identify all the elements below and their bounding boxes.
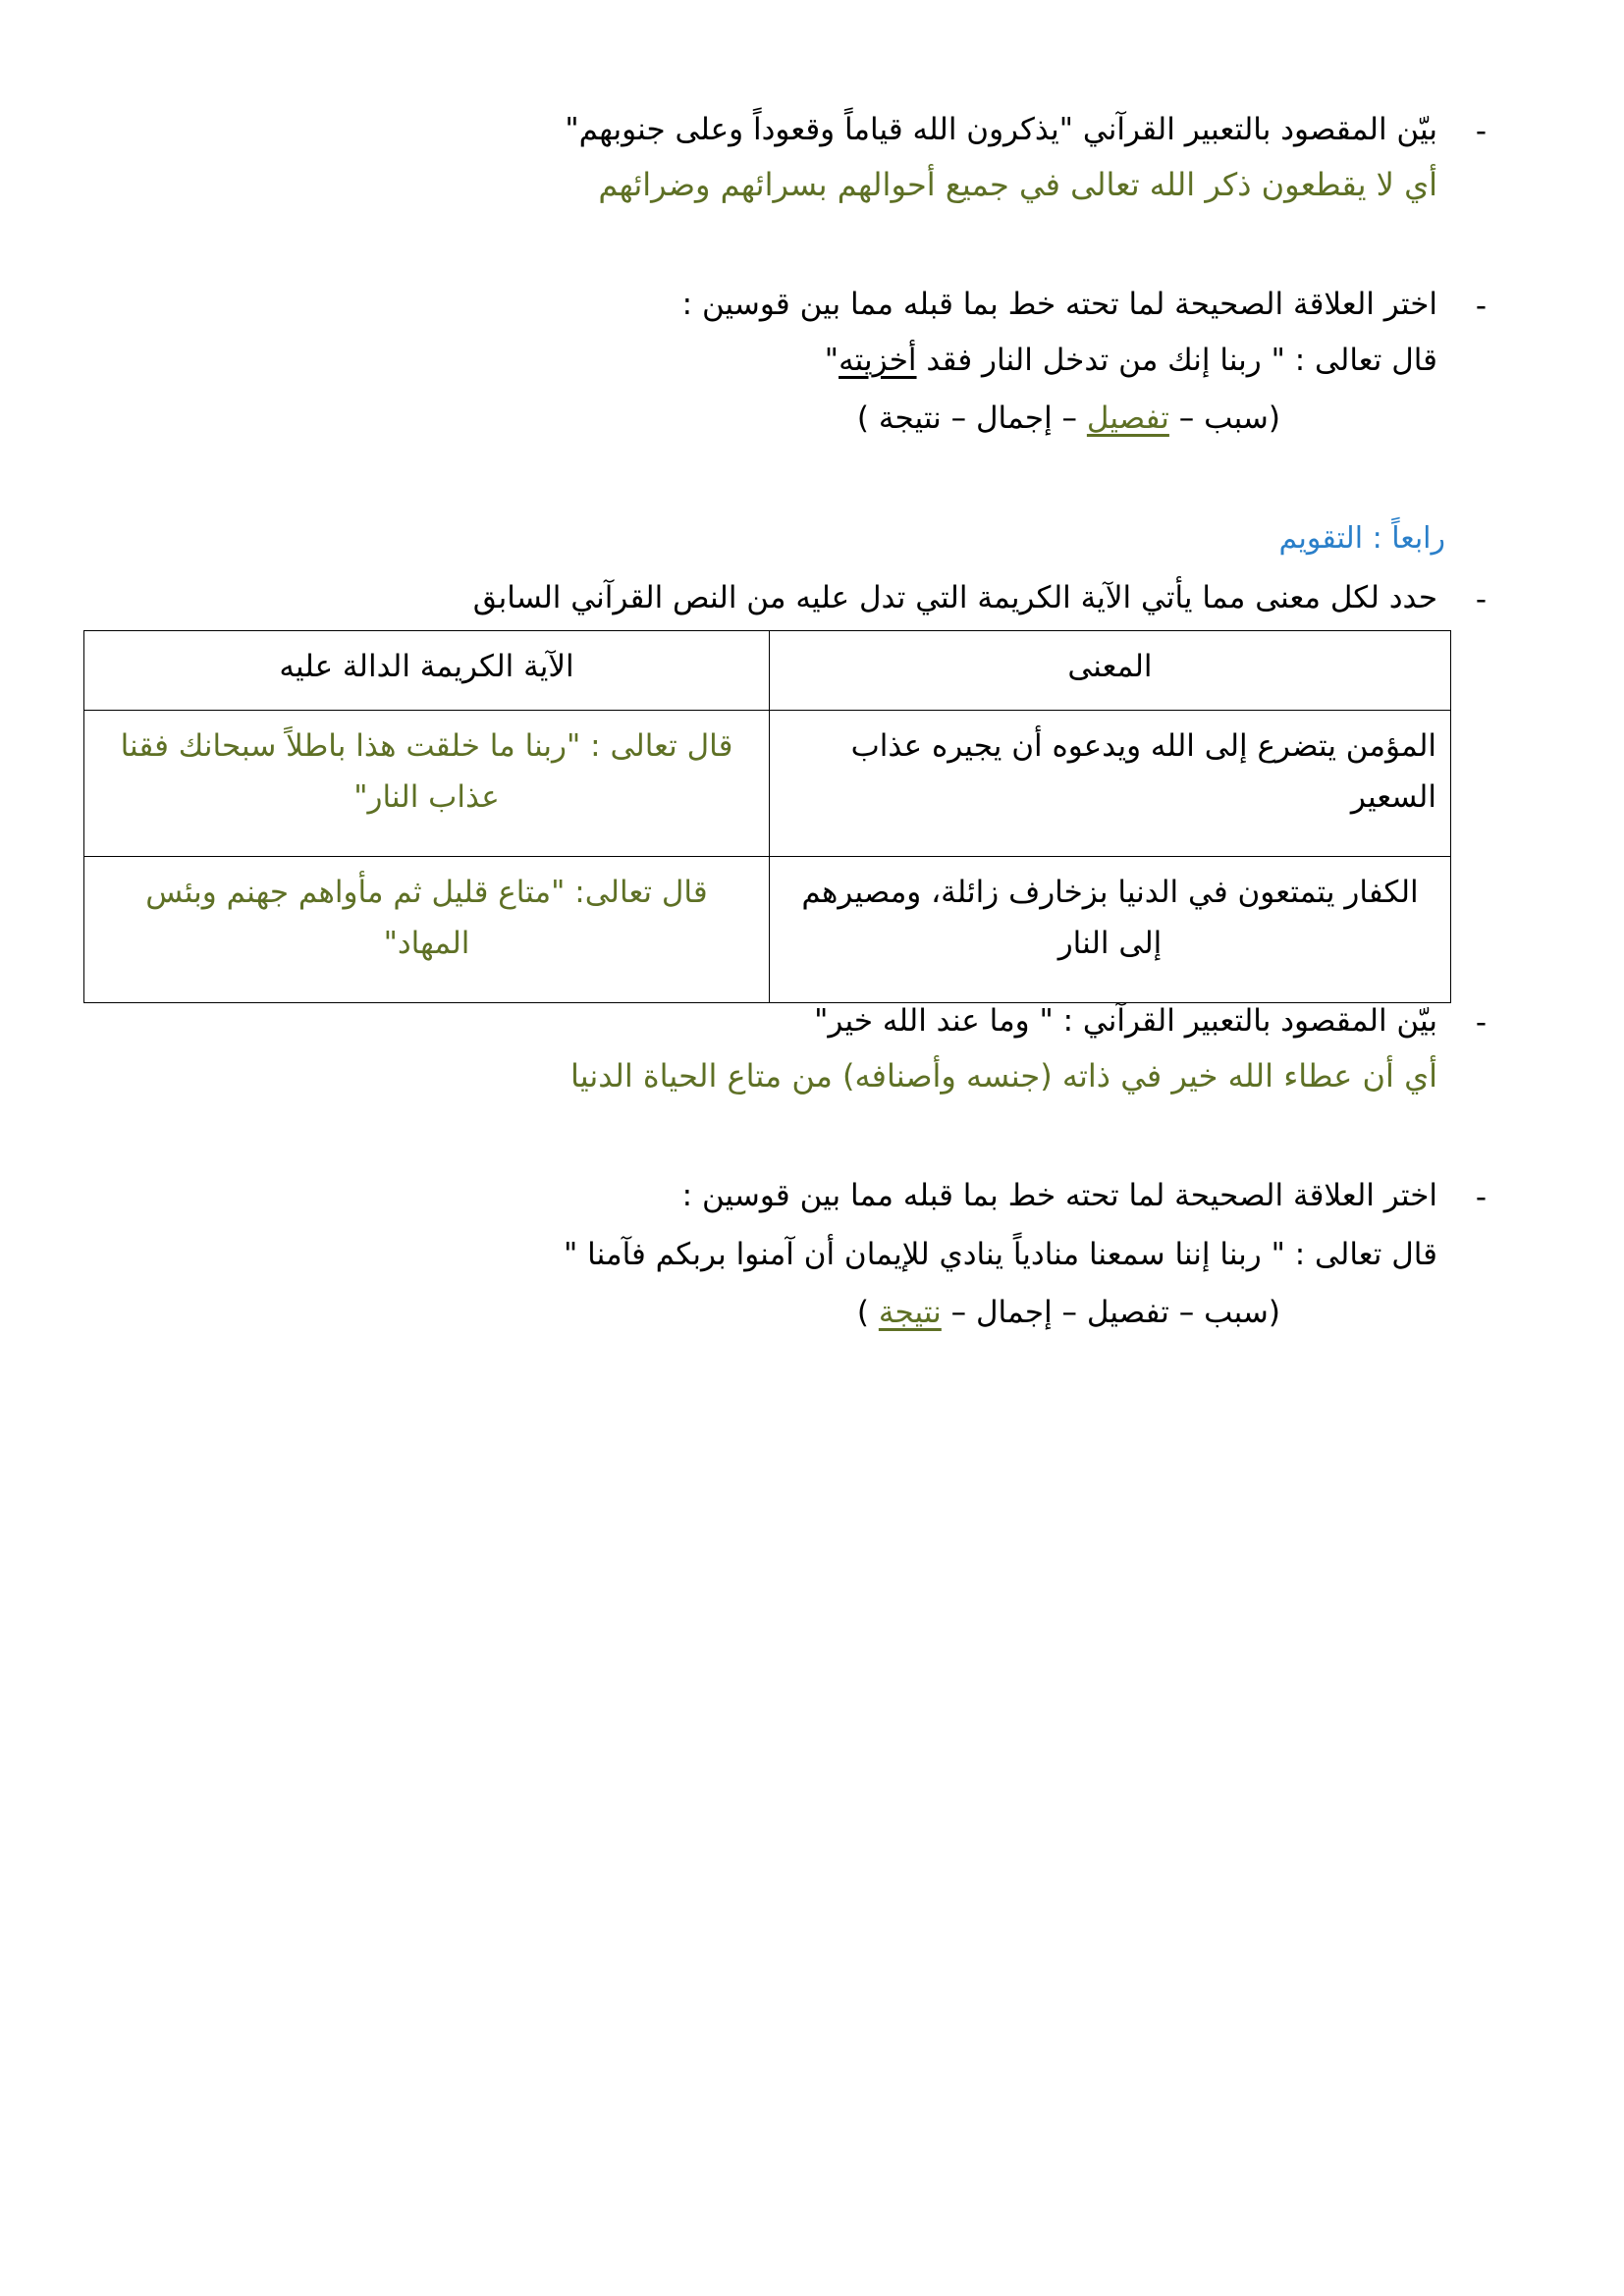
q5-selected-option: نتيجة — [878, 1295, 942, 1330]
q2-prompt: اختر العلاقة الصحيحة لما تحته خط بما قبله مما بين قوسين : — [681, 287, 1437, 322]
q5-options-close: ) — [856, 1295, 879, 1330]
q4-answer: أي أن عطاء الله خير في ذاته (جنسه وأصنافه) من متاع الحياة الدنيا — [569, 1057, 1437, 1095]
q3-bullet: - — [1475, 582, 1487, 617]
q2-verse-text: قال تعالى : " ربنا إنك من تدخل النار فقد — [916, 343, 1437, 378]
q5-bullet: - — [1475, 1180, 1487, 1215]
q1-bullet: - — [1475, 114, 1487, 149]
q1-prompt: بيّن المقصود بالتعبير القرآني "يذكرون الله قياماً وقعوداً وعلى جنوبهم" — [565, 112, 1437, 147]
row2-meaning: الكفار يتمتعون في الدنيا بزخارف زائلة، ومصيرهم إلى النار — [770, 857, 1451, 1003]
table-row — [84, 857, 1451, 1003]
q2-options — [857, 397, 1280, 440]
q2-verse-close: " — [824, 343, 839, 378]
meaning-verse-table — [83, 630, 1451, 1003]
q5-prompt: اختر العلاقة الصحيحة لما تحته خط بما قبله مما بين قوسين : — [681, 1178, 1437, 1213]
row1-verse: قال تعالى : "ربنا ما خلقت هذا باطلاً سبحانك فقنا عذاب النار" — [84, 711, 770, 857]
q5-options — [857, 1291, 1280, 1334]
q4-prompt: بيّن المقصود بالتعبير القرآني : " وما عند الله خير" — [814, 1003, 1437, 1039]
table-header-row — [84, 631, 1451, 711]
q4-bullet: - — [1475, 1005, 1487, 1041]
q2-underlined-word: أخزيته — [839, 343, 917, 378]
table-row — [84, 711, 1451, 857]
q2-options-open: (سبب – — [1168, 400, 1280, 436]
row1-meaning: المؤمن يتضرع إلى الله ويدعوه أن يجيره عذاب السعير — [770, 711, 1451, 857]
q5-verse: قال تعالى : " ربنا إننا سمعنا منادياً ينادي للإيمان أن آمنوا بربكم فآمنا " — [564, 1237, 1437, 1272]
q3-prompt: حدد لكل معنى مما يأتي الآية الكريمة التي تدل عليه من النص القرآني السابق — [472, 580, 1437, 615]
row2-verse: قال تعالى: "متاع قليل ثم مأواهم جهنم وبئس المهاد" — [84, 857, 770, 1003]
q5-options-open: (سبب – تفصيل – إجمال – — [941, 1295, 1280, 1330]
section-heading: رابعاً : التقويم — [1278, 521, 1445, 556]
q2-verse — [825, 339, 1437, 382]
q1-answer: أي لا يقطعون ذكر الله تعالى في جميع أحوالهم بسرائهم وضرائهم — [598, 166, 1437, 203]
header-verse: الآية الكريمة الدالة عليه — [84, 631, 770, 711]
q2-bullet: - — [1475, 289, 1487, 324]
q2-selected-option: تفصيل — [1086, 400, 1169, 436]
header-meaning: المعنى — [770, 631, 1451, 711]
q2-options-rest: – إجمال – نتيجة ) — [856, 400, 1087, 436]
